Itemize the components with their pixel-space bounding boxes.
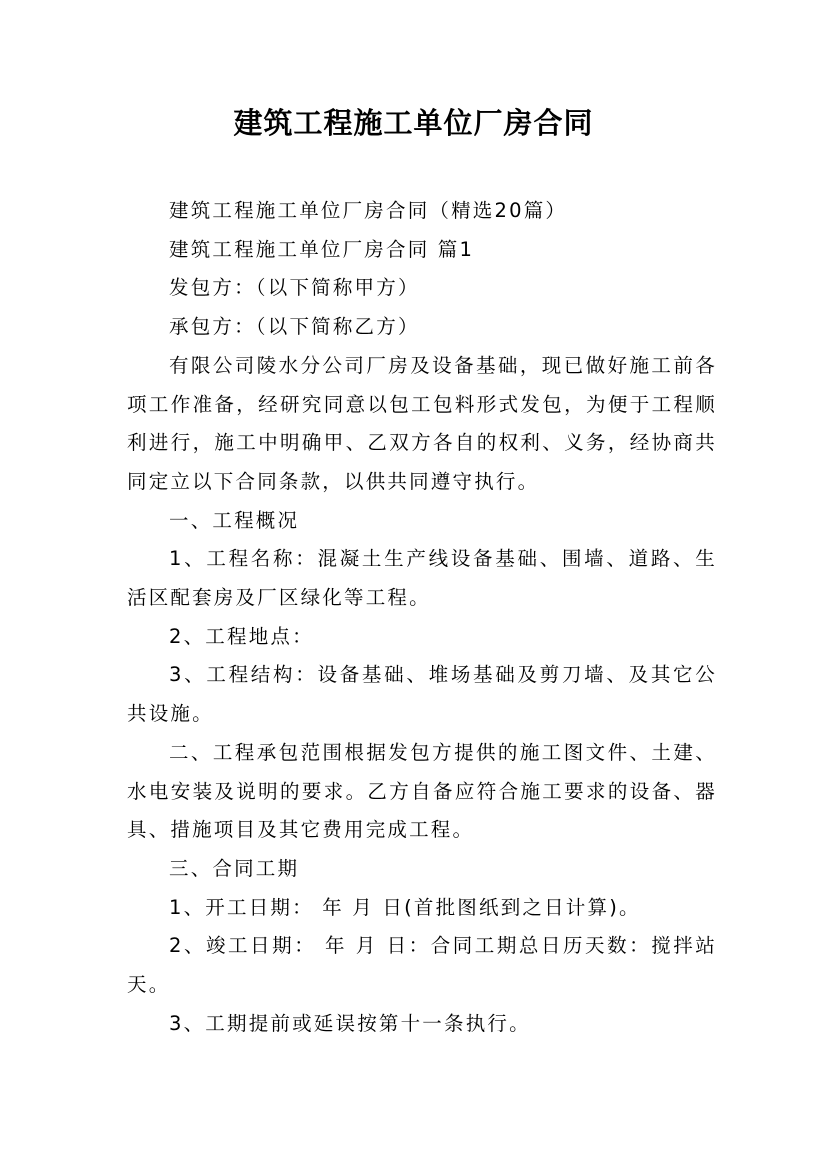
paragraph-start-date: 1、开工日期： 年 月 日(首批图纸到之日计算)。 xyxy=(169,895,641,919)
paragraph-intro: 有限公司陵水分公司厂房及设备基础，现已做好施工前各项工作准备，经研究同意以包工包料形式发包，为便于工程顺利进行，施工中明确甲、乙双方各自的权利、义务，经协商共同定立以下合同条款，以供共同遵守执行。 xyxy=(127,353,717,493)
paragraph-project-structure: 3、工程结构：设备基础、堆场基础及剪刀墙、及其它公共设施。 xyxy=(127,663,717,726)
paragraph-heading-period: 三、合同工期 xyxy=(169,856,300,880)
paragraph-project-location: 2、工程地点： xyxy=(169,624,314,648)
document-body xyxy=(127,192,717,1043)
paragraph-party-b: 承包方：（以下简称乙方） xyxy=(169,315,420,339)
paragraph-delay-clause: 3、工期提前或延误按第十一条执行。 xyxy=(169,1011,531,1035)
paragraph-subtitle: 建筑工程施工单位厂房合同（精选20篇） xyxy=(169,199,568,222)
paragraph-completion-date: 2、竣工日期： 年 月 日：合同工期总日历天数：搅拌站 天。 xyxy=(127,934,717,997)
paragraph-project-name: 1、工程名称：混凝土生产线设备基础、围墙、道路、生活区配套房及厂区绿化等工程。 xyxy=(127,547,717,610)
paragraph-section-heading: 建筑工程施工单位厂房合同 篇1 xyxy=(169,237,475,261)
paragraph-heading-overview: 一、工程概况 xyxy=(169,508,300,532)
paragraph-party-a: 发包方：（以下简称甲方） xyxy=(169,276,420,300)
document-title: 建筑工程施工单位厂房合同 xyxy=(233,106,594,140)
paragraph-scope: 二、工程承包范围根据发包方提供的施工图文件、土建、水电安装及说明的要求。乙方自备应符合施工要求的设备、器具、措施项目及其它费用完成工程。 xyxy=(127,740,717,842)
